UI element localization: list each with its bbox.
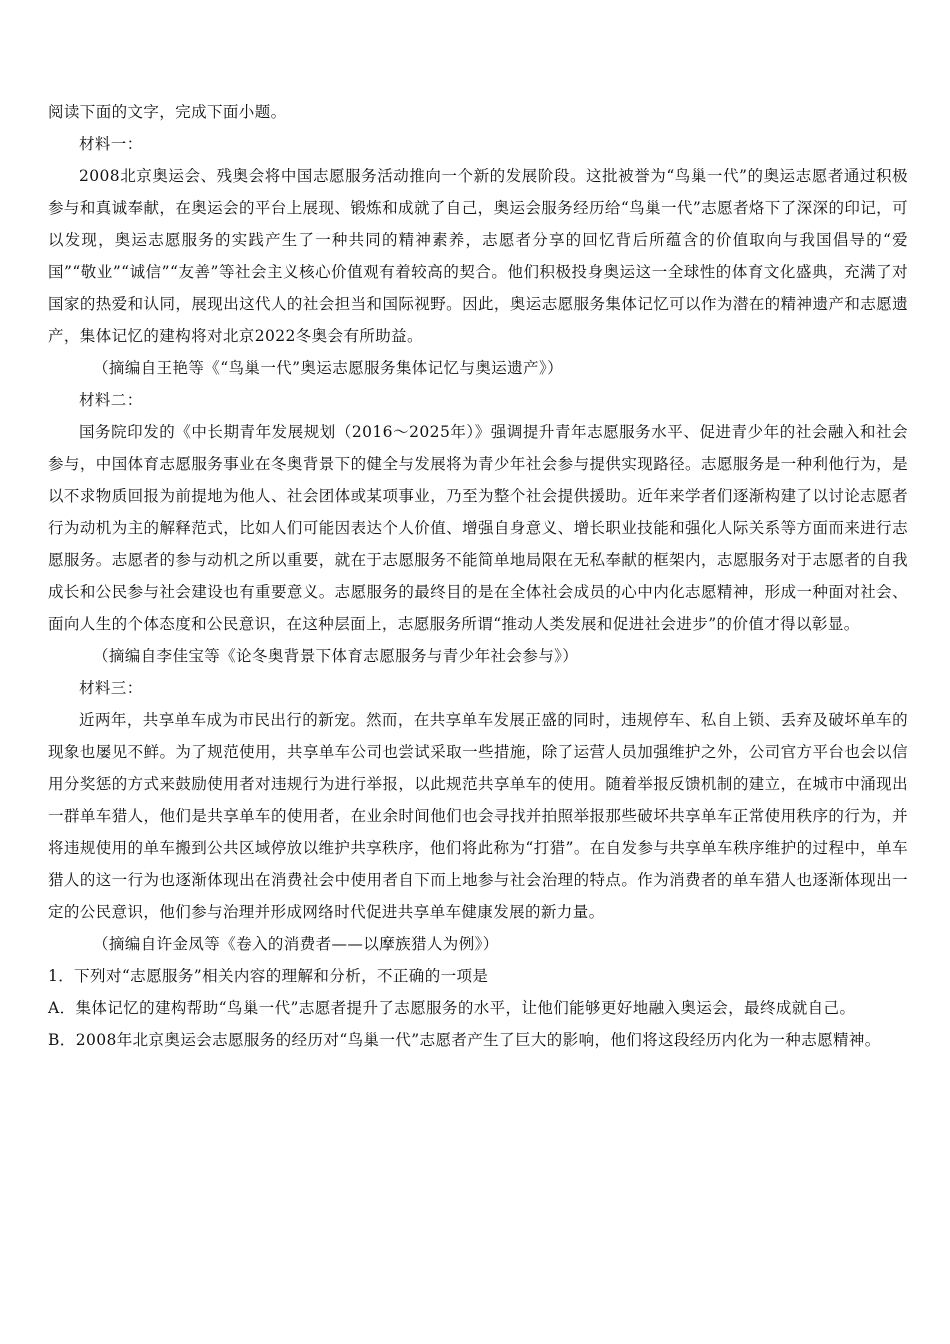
material-3-source: （摘编自许金凤等《卷入的消费者——以摩族猎人为例》） — [93, 935, 499, 953]
material-3-text: 近两年，共享单车成为市民出行的新宠。然而，在共享单车发展正盛的同时，违规停车、私自上锁、丢弃及破坏单车的现象也屡见不鲜。为了规范使用，共享单车公司也尝试采取一些措施，除了运营人员加强维护之外，公司官方平台也会以信用分奖惩的方式来鼓励使用者对违规行为进行举报，以此规范共享单车的使用。随着举报反馈机制的建立，在城市中涌现出一群单车猎人，他们是共享单车的使用者，在业余时间他们也会寻找并拍照举报那些破坏共享单车正常使用秩序的行为，并将违规使用的单车搬到公共区域停放以维护共享秩序，他们将此称为“打猎”。在自发参与共享单车秩序维护的过程中，单车猎人的这一行为也逐渐体现出在消费社会中使用者自下而上地参与社会治理的特点。作为消费者的单车猎人也逐渐体现出一定的公民意识，他们参与治理并形成网络时代促进共享单车健康发展的新力量。 — [48, 711, 908, 921]
document-body — [48, 96, 908, 1056]
material-1-text: 2008北京奥运会、残奥会将中国志愿服务活动推向一个新的发展阶段。这批被誉为“鸟巢一代”的奥运志愿者通过积极参与和真诚奉献，在奥运会的平台上展现、锻炼和成就了自己，奥运会服务经历给“鸟巢一代”志愿者烙下了深深的印记，可以发现，奥运志愿服务的实践产生了一种共同的精神素养，志愿者分享的回忆背后所蕴含的价值取向与我国倡导的“爱国”“敬业”“诚信”“友善”等社会主义核心价值观有着较高的契合。他们积极投身奥运这一全球性的体育文化盛典，充满了对国家的热爱和认同，展现出这代人的社会担当和国际视野。因此，奥运志愿服务集体记忆可以作为潜在的精神遗产和志愿遗产，集体记忆的建构将对北京2022冬奥会有所助益。 — [48, 167, 908, 345]
question-1-option-b: B．2008年北京奥运会志愿服务的经历对“鸟巢一代”志愿者产生了巨大的影响，他们将这段经历内化为一种志愿精神。 — [48, 1031, 881, 1049]
material-3-label: 材料三： — [79, 679, 143, 697]
question-1-option-a: A．集体记忆的建构帮助“鸟巢一代”志愿者提升了志愿服务的水平，让他们能够更好地融入奥运会，最终成就自己。 — [48, 999, 856, 1017]
material-2-label: 材料二： — [79, 391, 143, 409]
material-1-source: （摘编自王艳等《“鸟巢一代”奥运志愿服务集体记忆与奥运遗产》） — [93, 359, 564, 377]
material-1-label: 材料一： — [79, 135, 143, 153]
material-2-source: （摘编自李佳宝等《论冬奥背景下体育志愿服务与青少年社会参与》） — [93, 647, 579, 665]
material-2-text: 国务院印发的《中长期青年发展规划（2016～2025年）》强调提升青年志愿服务水平、促进青少年的社会融入和社会参与，中国体育志愿服务事业在冬奥背景下的健全与发展将为青少年社会参与提供实现路径。志愿服务是一种利他行为，是以不求物质回报为前提地为他人、社会团体或某项事业，乃至为整个社会提供援助。近年来学者们逐渐构建了以讨论志愿者行为动机为主的解释范式，比如人们可能因表达个人价值、增强自身意义、增长职业技能和强化人际关系等方面而来进行志愿服务。志愿者的参与动机之所以重要，就在于志愿服务不能简单地局限在无私奉献的框架内，志愿服务对于志愿者的自我成长和公民参与社会建设也有重要意义。志愿服务的最终目的是在全体社会成员的心中内化志愿精神，形成一种面对社会、面向人生的个体态度和公民意识，在这种层面上，志愿服务所谓“推动人类发展和促进社会进步”的价值才得以彰显。 — [48, 423, 908, 633]
reading-instruction: 阅读下面的文字，完成下面小题。 — [48, 103, 287, 121]
question-1-stem: 1．下列对“志愿服务”相关内容的理解和分析，不正确的一项是 — [48, 967, 489, 985]
